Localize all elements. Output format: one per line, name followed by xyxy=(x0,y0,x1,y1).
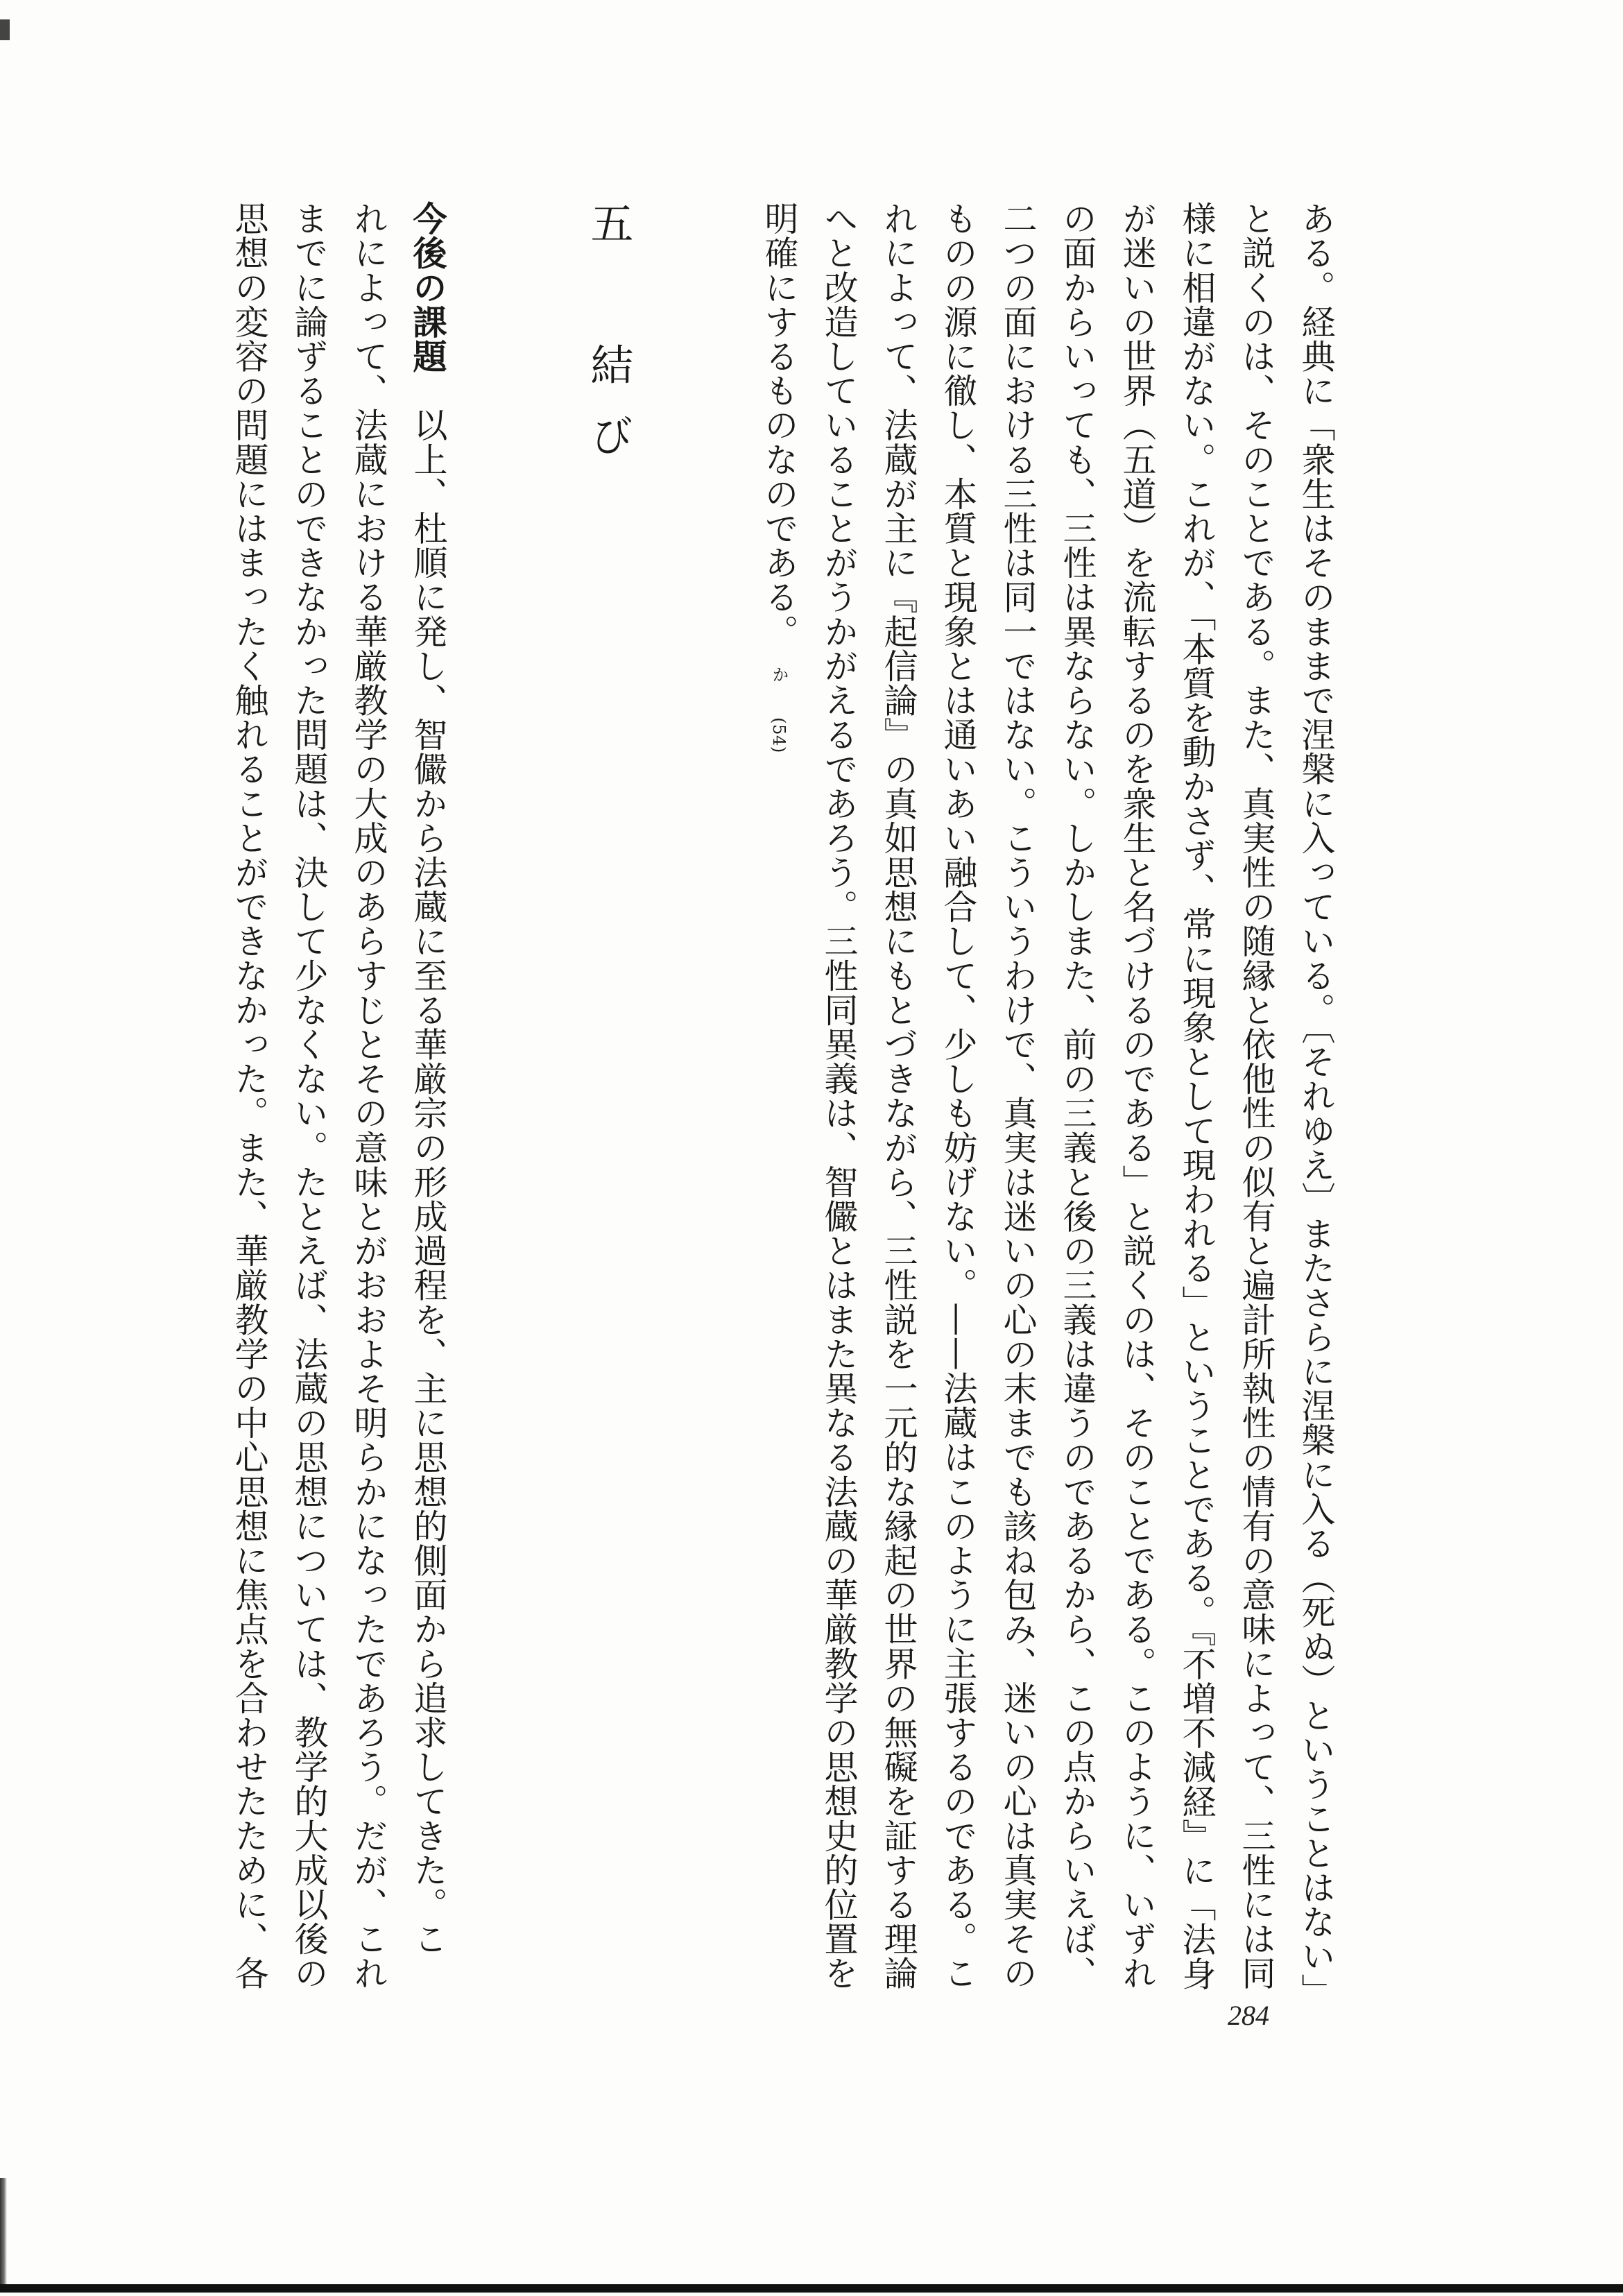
text-line: 二つの面における三性は同一ではない。こういうわけで、真実は迷いの心の末までも該ね包み、迷いの心は真実その xyxy=(998,201,1038,1991)
note-reference: (54) xyxy=(769,717,789,753)
text-line-body: 明確にするものなのである。 xyxy=(759,201,799,632)
page-number: 284 xyxy=(1228,2000,1269,2031)
vertical-text-block xyxy=(219,201,1346,2046)
scan-corner-mark xyxy=(0,19,10,40)
text-line: ある。経典に「衆生はそのままで涅槃に入っている。〔それゆえ〕またさらに涅槃に入る（死ぬ）ということはない」 xyxy=(1296,201,1336,2008)
scan-bottom-edge xyxy=(0,2284,1623,2293)
ruby-annotation: か xyxy=(769,665,789,683)
text-line: までに論ずることのできなかった問題は、決して少なくない。たとえば、法蔵の思想については、教学的大成以後の xyxy=(289,201,329,1991)
spacer xyxy=(458,201,520,2046)
section-heading: 五 結び xyxy=(583,201,634,484)
text-line xyxy=(928,201,988,2046)
text-line xyxy=(749,201,809,2046)
spacer xyxy=(638,201,749,2046)
text-line: が迷いの世界（五道）を流転するのを衆生と名づけるのである」と説くのは、そのことである。このように、いずれ xyxy=(1117,201,1157,1991)
text-line: れによって、法蔵が主に『起信論』の真如思想にもとづきながら、三性説を一元的な縁起の世界の無礙を証する理論 xyxy=(879,201,918,1991)
paragraph-head: 今後の課題 xyxy=(408,201,448,373)
text-line: へと改造していることがうかがえるであろう。三性同異義は、智儼とはまた異なる法蔵の華厳教学の思想史的位置を xyxy=(819,201,859,1991)
text-line: の面からいっても、三性は異ならない。しかしまた、前の三義と後の三義は違うのであるから、この点からいえば、 xyxy=(1058,201,1097,1991)
text-line: 思想の変容の問題にはまったく触れることができなかった。また、華厳教学の中心思想に焦点を合わせたために、各 xyxy=(230,201,269,1991)
scan-edge-shadow xyxy=(0,2178,7,2289)
text-line-body: 以上、杜順に発し、智儼から法蔵に至る華厳宗の形成過程を、主に思想的側面から追求してきた。こ xyxy=(409,373,448,1956)
text-line: 様に相違がない。これが、「本質を動かさず、常に現象として現われる」ということである。『不増不減経』に「法身 xyxy=(1177,201,1217,1991)
text-line: と説くのは、そのことである。また、真実性の随縁と依他性の似有と遍計所執性の情有の意味によって、三性には同 xyxy=(1237,201,1276,1991)
text-line xyxy=(398,201,458,2046)
text-line: れによって、法蔵における華厳教学の大成のあらすじとその意味とがおおよそ明らかになったであろう。だが、これ xyxy=(349,201,388,1991)
text-line-body: ものの源に徹し、本質と現象とは通いあい融合して、少しも妨げない。——法蔵はこのように主張するのである。こ xyxy=(938,201,978,1991)
